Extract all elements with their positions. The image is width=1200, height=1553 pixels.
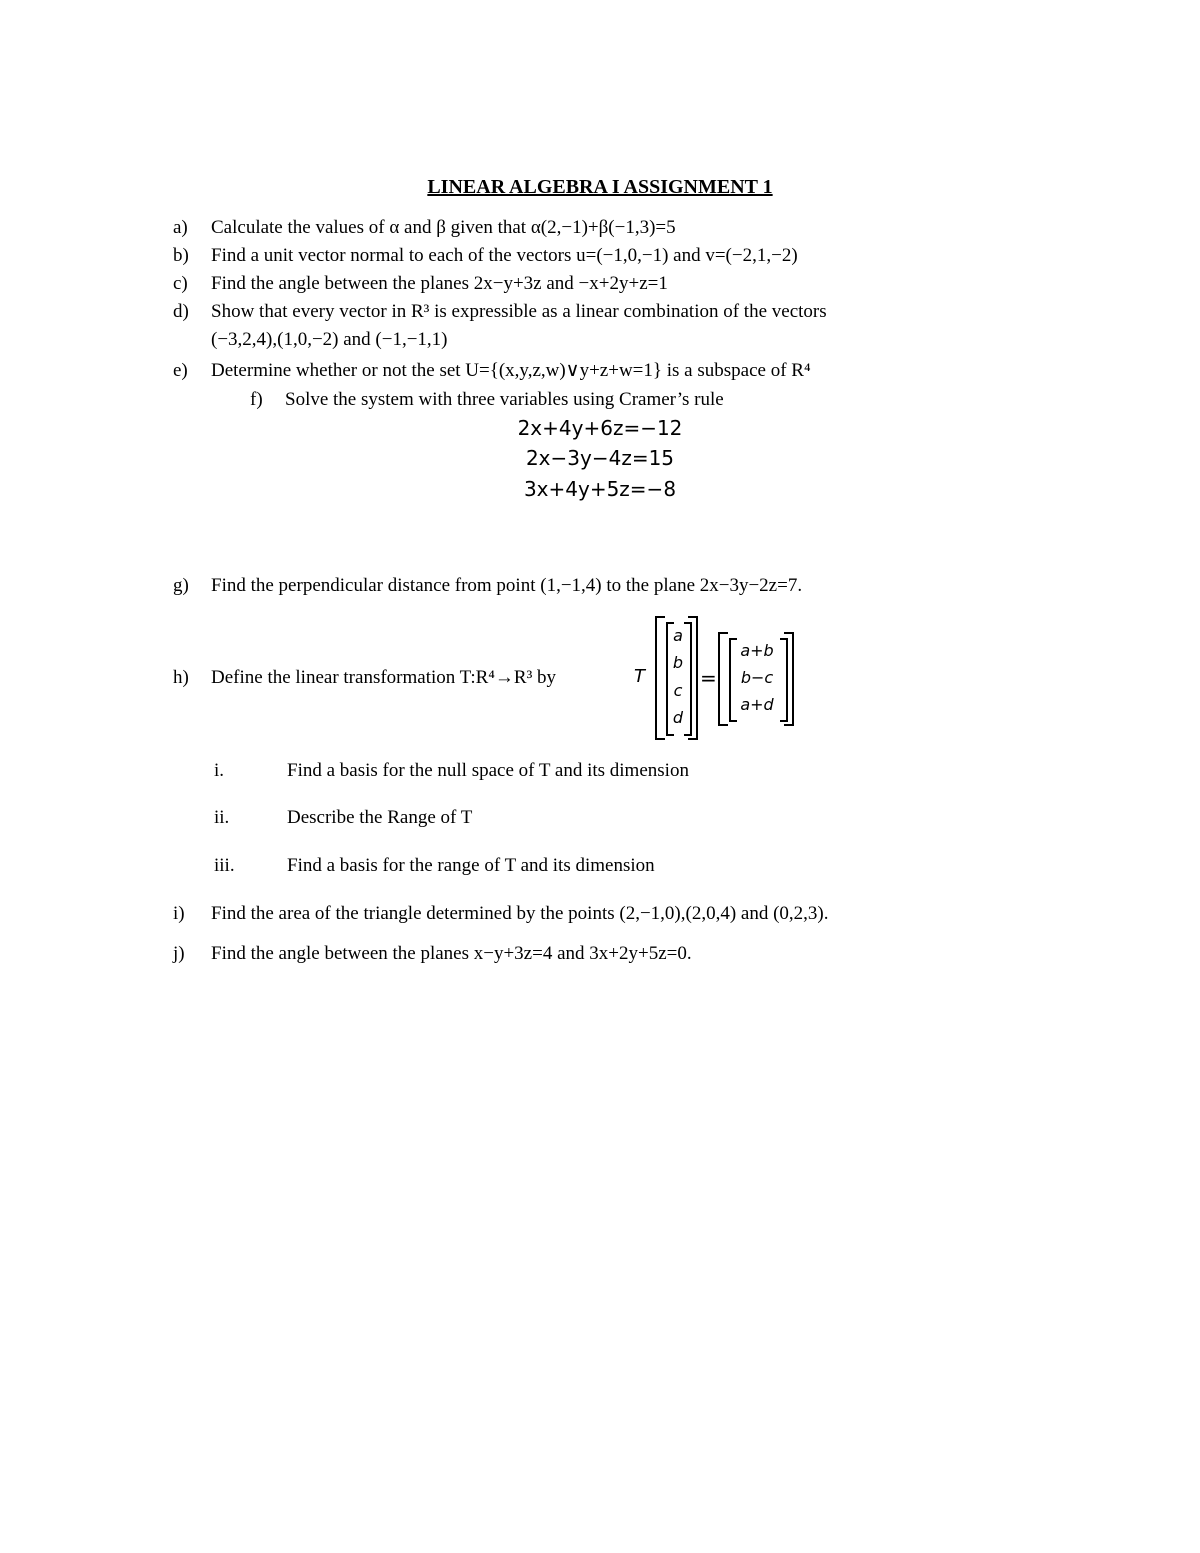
question-label: c) [173,273,188,294]
question-text: Find the area of the triangle determined by the points (2,−1,0),(2,0,4) and (0,2,3). [211,903,829,924]
output-entry: a+d [740,695,774,714]
output-entry: b−c [740,668,774,687]
question-d [173,300,827,324]
outer-right-paren [784,632,794,726]
question-label: f) [250,389,263,410]
outer-right-paren [688,616,698,740]
question-label: g) [173,575,189,596]
question-text: Define the linear transformation T:R⁴→R³ by [211,667,557,688]
question-text: Find the angle between the planes x−y+3z=4 and 3x+2y+5z=0. [211,943,692,964]
outer-left-paren [718,632,728,726]
equation-2: 2x−3y−4z=15 [525,446,675,470]
output-entry: a+b [740,641,774,660]
page-title: LINEAR ALGEBRA I ASSIGNMENT 1 [427,176,773,198]
question-text: Find the angle between the planes 2x−y+3z and −x+2y+z=1 [211,273,668,294]
transform-function: T [634,666,645,687]
input-entry: c [673,681,683,700]
question-j [173,942,692,966]
question-text: Show that every vector in R³ is expressible as a linear combination of the vectors [211,301,827,322]
input-entry: b [672,653,684,672]
question-text: Determine whether or not the set U={(x,y,z,w)∨y+z+w=1} is a subspace of R⁴ [211,360,811,381]
input-entry: a [673,626,683,645]
question-label: i) [173,903,185,924]
question-h [173,666,556,690]
question-text: Calculate the values of α and β given that α(2,−1)+β(−1,3)=5 [211,217,676,238]
question-text-continued: (−3,2,4),(1,0,−2) and (−1,−1,1) [211,329,448,350]
question-g [173,574,802,598]
question-label: h) [173,667,189,688]
outer-left-paren [655,616,665,740]
equals-sign: = [700,666,717,690]
question-e [173,359,811,383]
question-a [173,216,676,240]
subquestion-number: i. [214,760,225,781]
question-text: Find a unit vector normal to each of the vectors u=(−1,0,−1) and v=(−2,1,−2) [211,245,798,266]
question-label: j) [173,943,185,964]
subquestion-text: Find a basis for the null space of T and its dimension [287,760,689,781]
question-text: Solve the system with three variables using Cramer’s rule [285,389,724,410]
question-label: d) [173,301,189,322]
question-text: Find the perpendicular distance from point (1,−1,4) to the plane 2x−3y−2z=7. [211,575,803,596]
question-d-continued [211,328,448,352]
subquestion-number: ii. [214,807,230,828]
question-f [250,388,724,412]
question-label: b) [173,245,189,266]
equation-3: 3x+4y+5z=−8 [523,477,677,501]
subquestion-text: Find a basis for the range of T and its dimension [287,855,655,876]
question-b [173,244,798,268]
question-c [173,272,668,296]
question-label: a) [173,217,188,238]
question-label: e) [173,360,188,381]
subquestion-text: Describe the Range of T [287,807,473,828]
subquestion-number: iii. [214,855,235,876]
equation-1: 2x+4y+6z=−12 [517,416,683,440]
question-i [173,902,829,926]
input-entry: d [672,708,684,727]
